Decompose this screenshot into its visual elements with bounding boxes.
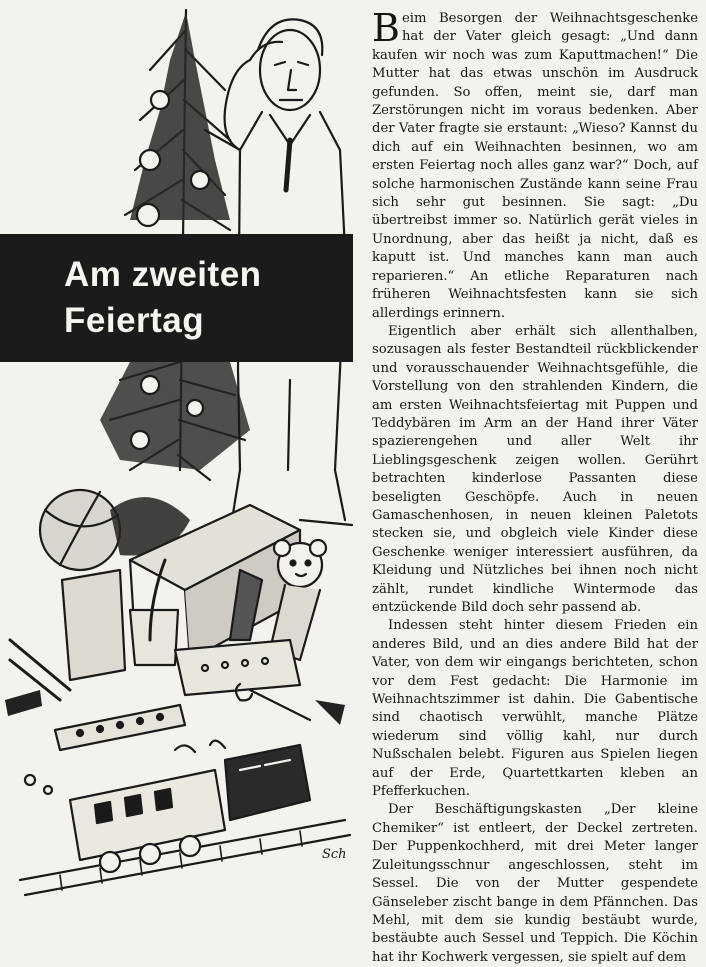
article-body: [372, 6, 698, 967]
artist-signature: Sch: [322, 847, 347, 862]
article-paragraph-4: Der Beschäftigungskasten „Der kleine Chemiker“ ist entleert, der Deckel zertreten. Der Puppenkochherd, mit drei Meter langer Zuleitungsschnur angeschlossen, steht im Sessel. Die von der Mutter gespendete Gänseleber zischt bange in dem Pfännchen. Das Mehl, mit dem sie kundig bestäubt wurde, bestäubte auch Sessel und Teppich. Die Köchin hat ihr Kochwerk vergessen, sie spielt auf dem: [372, 802, 698, 965]
article-paragraph-1: [372, 6, 698, 323]
article-paragraph-3: Indessen steht hinter diesem Frieden ein anderes Bild, und an dies andere Bild hat der Vater, von dem wir eingangs berichteten, schon vor dem Fest gedacht: Die Harmonie im Weihnachtszimmer ist dahin. Die Gabentische sind chaotisch verwühlt, manche Plätze wiederum sind völlig kahl, nur durch Nußschalen belebt. Figuren aus Spielen liegen auf der Erde, Quartettkarten kleben an Pfefferkuchen.: [372, 618, 698, 800]
title-line-2: Feiertag: [64, 301, 205, 340]
paragraph-1-text: eim Besorgen der Weihnachtsgeschenke hat der Vater gleich gesagt: „Und dann kaufen wir noch was zum Kaputtmachen!“ Die Mutter hat das etwas unschön im Ausdruck gefunden. So offen, meint sie, darf man Zerstörungen nicht im voraus bedenken. Aber der Vater fragte sie erstaunt: „Wieso? Kannst du dich auf ein Weihnachten besinnen, wo am ersten Feiertag noch alles ganz war?“ Doch, auf solche harmonischen Zustände kann seine Frau sich sehr gut besinnen. Sie sagt: „Du übertreibst immer so. Natürlich gerät vieles in Unordnung, aber das heißt ja nicht, daß es kaputt ist. Und manches kann man auch reparieren.“ An etliche Reparaturen nach früheren Weihnachtsfesten kann sie sich allerdings erinnern.: [372, 11, 698, 321]
christmas-toys-drawing: [0, 0, 370, 920]
illustration: [0, 0, 370, 920]
title-band: [0, 234, 353, 362]
article-paragraph-2: Eigentlich aber erhält sich allenthalben, sozusagen als fester Bestandteil rückblickender und vorausschauender Weihnachtsgefühle, die Vorstellung von den strahlenden Kindern, die am ersten Weihnachtsfeiertag mit Puppen und Teddybären im Arm an der Hand ihrer Väter spazierengehen und aller Welt ihr Lieblingsgeschenk zeigen wollen. Gerührt betrachten kinderlose Passanten diese beseligten Geschöpfe. Auch in neuen Gamaschenhosen, in neuen kleinen Paletots stecken sie, und obgleich viele Kinder diese Geschenke weniger interessiert ausführen, da Kleidung und Nützliches bei ihnen noch nicht zählt, rundet kindliche Wintermode das entzückende Bild doch sehr passend ab.: [372, 323, 698, 615]
drop-cap: B: [372, 6, 400, 50]
title-line-1: Am zweiten: [64, 255, 262, 294]
